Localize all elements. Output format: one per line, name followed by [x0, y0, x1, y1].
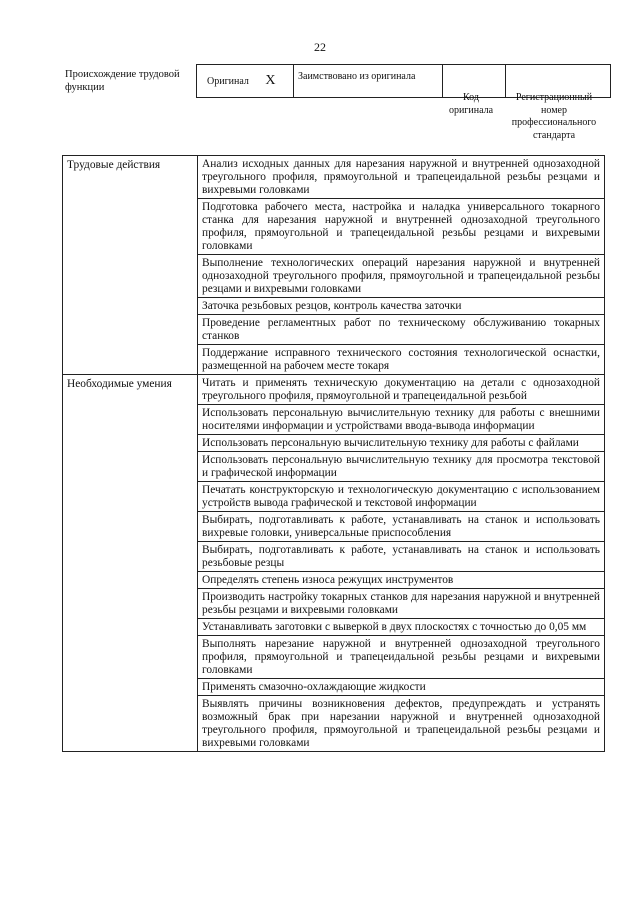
row-text: Проведение регламентных работ по техническому обслуживанию токарных станков — [198, 315, 605, 345]
table-row — [63, 375, 605, 405]
borrowed-cell — [294, 65, 443, 98]
origin-label: Происхождение трудовой функции — [65, 69, 180, 93]
borrowed-label: Заимствовано из оригинала — [298, 71, 416, 82]
row-text: Выбирать, подготавливать к работе, устанавливать на станок и использовать резьбовые резцы — [198, 542, 605, 572]
row-text: Производить настройку токарных станков для нарезания наружной и внутренней резьбы резцами и вихревыми головками — [198, 589, 605, 619]
function-table — [62, 155, 605, 752]
row-text: Читать и применять техническую документацию на детали с однозаходной треугольного профиля, прямоугольной и трапецеидальной резьбой — [198, 375, 605, 405]
row-text: Анализ исходных данных для нарезания наружной и внутренней однозаходной треугольного профиля, прямоугольной и трапецеидальной резьбы резцами и вихревыми головками — [198, 156, 605, 199]
row-text: Заточка резьбовых резцов, контроль качества заточки — [198, 298, 605, 315]
row-text: Поддержание исправного технического состояния технологической оснастки, размещенной на рабочем месте токаря — [198, 345, 605, 375]
row-text: Применять смазочно-охлаждающие жидкости — [198, 679, 605, 696]
row-text: Подготовка рабочего места, настройка и наладка универсального токарного станка для нарезания наружной и внутренней однозаходной треугольного профиля, прямоугольной и трапецеидальной резьбы резцами и вихревыми головками — [198, 199, 605, 255]
row-text: Выбирать, подготавливать к работе, устанавливать на станок и использовать вихревые головки, универсальные приспособления — [198, 512, 605, 542]
code-caption: Код оригинала — [448, 92, 494, 116]
original-cell — [197, 65, 294, 98]
row-text: Печатать конструкторскую и технологическую документацию с использованием устройств вывода графической и текстовой информации — [198, 482, 605, 512]
original-mark: X — [265, 73, 276, 88]
row-text: Использовать персональную вычислительную технику для работы с внешними носителями информации и устройствами ввода-вывода информации — [198, 405, 605, 435]
original-label: Оригинал — [207, 76, 249, 87]
row-text: Выполнять нарезание наружной и внутренней однозаходной треугольного профиля, прямоугольной и трапецеидальной резьбы резцами и вихревыми головками — [198, 636, 605, 679]
row-text: Использовать персональную вычислительную технику для просмотра текстовой и графической информации — [198, 452, 605, 482]
page-number: 22 — [314, 40, 326, 54]
section-label: Необходимые умения — [63, 375, 198, 752]
reg-number-caption: Регистрационный номер профессионального стандарта — [511, 92, 597, 141]
row-text: Использовать персональную вычислительную технику для работы с файлами — [198, 435, 605, 452]
row-text: Устанавливать заготовки с выверкой в двух плоскостях с точностью до 0,05 мм — [198, 619, 605, 636]
section-label: Трудовые действия — [63, 156, 198, 375]
row-text: Выявлять причины возникновения дефектов, предупреждать и устранять возможный брак при нарезании наружной и внутренней однозаходной треугольного профиля, прямоугольной и трапецеидальной резьбы резцами и вихревыми головками — [198, 696, 605, 752]
row-text: Выполнение технологических операций нарезания наружной и внутренней однозаходной треугольного профиля, прямоугольной и трапецеидальной резьбы резцами и вихревыми головками — [198, 255, 605, 298]
table-row — [63, 156, 605, 199]
row-text: Определять степень износа режущих инструментов — [198, 572, 605, 589]
